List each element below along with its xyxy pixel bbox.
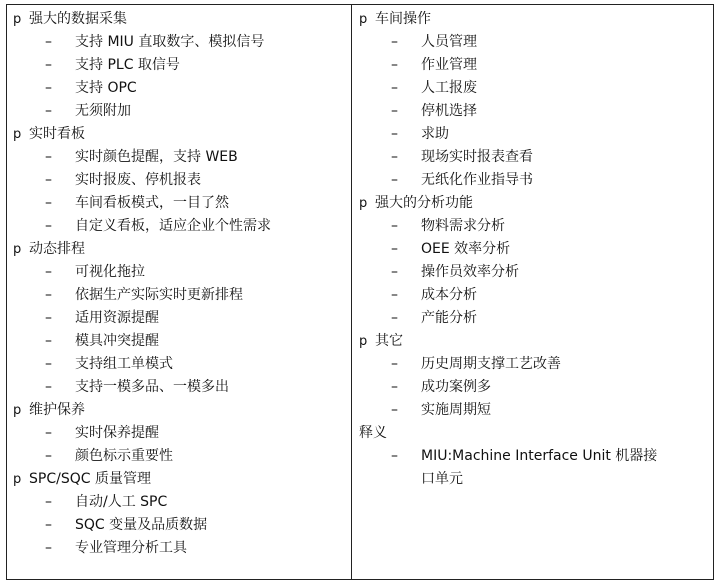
dash-marker: –	[391, 264, 398, 280]
section-title: 强大的分析功能	[375, 195, 473, 211]
list-item	[7, 146, 350, 169]
list-item-text: 可视化拖拉	[75, 264, 145, 280]
dash-marker: –	[391, 356, 398, 372]
section-title: 动态排程	[29, 241, 85, 257]
list-item	[353, 100, 713, 123]
list-item-text: 无纸化作业指导书	[421, 172, 533, 188]
list-item-text: 实施周期短	[421, 402, 491, 418]
list-item-text: 实时保养提醒	[75, 425, 159, 441]
dash-marker: –	[45, 333, 52, 349]
list-item	[353, 31, 713, 54]
list-item-text: 产能分析	[421, 310, 477, 326]
list-item-text: 操作员效率分析	[421, 264, 519, 280]
dash-marker: –	[45, 264, 52, 280]
list-item-text: 颜色标示重要性	[75, 448, 173, 464]
list-item	[7, 422, 350, 445]
dash-marker: –	[45, 57, 52, 73]
section-heading	[13, 468, 151, 491]
list-item	[353, 238, 713, 261]
bullet-marker: p	[359, 12, 368, 27]
dash-marker: –	[45, 218, 52, 234]
dash-marker: –	[391, 103, 398, 119]
dash-marker: –	[45, 195, 52, 211]
section-title: 维护保养	[29, 402, 85, 418]
dash-marker: –	[391, 287, 398, 303]
dash-marker: –	[45, 172, 52, 188]
list-item-text: 实时颜色提醒，支持 WEB	[75, 149, 238, 165]
dash-marker: –	[45, 149, 52, 165]
list-item	[353, 399, 713, 422]
section-title: 车间操作	[375, 11, 431, 27]
list-item-text: 成功案例多	[421, 379, 491, 395]
dash-marker: –	[45, 425, 52, 441]
dash-marker: –	[391, 448, 398, 464]
dash-marker: –	[45, 379, 52, 395]
list-item-text: 模具冲突提醒	[75, 333, 159, 349]
list-item	[353, 307, 713, 330]
section-title: SPC/SQC 质量管理	[29, 471, 151, 487]
list-item	[353, 261, 713, 284]
section-heading	[359, 192, 473, 215]
list-item	[7, 491, 350, 514]
dash-marker: –	[391, 57, 398, 73]
feature-table	[6, 4, 714, 580]
section-title: 其它	[375, 333, 403, 349]
list-item-text: 车间看板模式，一目了然	[75, 195, 229, 211]
bullet-marker: p	[359, 334, 368, 349]
list-item	[7, 54, 350, 77]
dash-marker: –	[391, 172, 398, 188]
list-item	[7, 445, 350, 468]
bullet-marker: p	[13, 242, 22, 257]
dash-marker: –	[45, 103, 52, 119]
dash-marker: –	[391, 126, 398, 142]
list-item-text: 适用资源提醒	[75, 310, 159, 326]
list-item	[353, 215, 713, 238]
list-item	[353, 123, 713, 146]
list-item	[7, 261, 350, 284]
list-item-text: 依据生产实际实时更新排程	[75, 287, 243, 303]
dash-marker: –	[391, 218, 398, 234]
list-item	[7, 330, 350, 353]
list-item-text: 物料需求分析	[421, 218, 505, 234]
list-item	[7, 77, 350, 100]
list-item-text: OEE 效率分析	[421, 241, 511, 257]
list-item	[7, 376, 350, 399]
dash-marker: –	[391, 310, 398, 326]
list-item	[7, 537, 350, 560]
list-item	[353, 353, 713, 376]
dash-marker: –	[45, 494, 52, 510]
list-item-text: 作业管理	[421, 57, 477, 73]
dash-marker: –	[391, 149, 398, 165]
dash-marker: –	[391, 34, 398, 50]
column-divider	[351, 5, 352, 579]
list-item	[7, 31, 350, 54]
list-item	[353, 54, 713, 77]
glossary-text: MIU:Machine Interface Unit 机器接	[421, 448, 658, 464]
list-item-text: 无须附加	[75, 103, 131, 119]
dash-marker: –	[391, 402, 398, 418]
glossary-heading: 释义	[359, 425, 387, 441]
section-heading	[13, 123, 85, 146]
list-item-text: 支持 PLC 取信号	[75, 57, 180, 73]
bullet-marker: p	[13, 127, 22, 142]
dash-marker: –	[391, 241, 398, 257]
list-item	[7, 284, 350, 307]
glossary-entry	[353, 445, 713, 468]
list-item-text: 支持一模多品、一模多出	[75, 379, 229, 395]
section-heading	[359, 330, 403, 353]
dash-marker: –	[45, 517, 52, 533]
list-item-text: 自动/人工 SPC	[75, 494, 168, 510]
dash-marker: –	[391, 80, 398, 96]
section-heading	[13, 238, 85, 261]
dash-marker: –	[45, 356, 52, 372]
list-item	[353, 169, 713, 192]
bullet-marker: p	[359, 196, 368, 211]
list-item	[353, 284, 713, 307]
dash-marker: –	[45, 80, 52, 96]
list-item-text: 实时报废、停机报表	[75, 172, 201, 188]
list-item-text: 支持 OPC	[75, 80, 137, 96]
list-item	[353, 376, 713, 399]
bullet-marker: p	[13, 403, 22, 418]
list-item	[353, 77, 713, 100]
list-item-text: 现场实时报表查看	[421, 149, 533, 165]
dash-marker: –	[45, 540, 52, 556]
list-item	[7, 169, 350, 192]
list-item-text: 停机选择	[421, 103, 477, 119]
list-item-text: 专业管理分析工具	[75, 540, 187, 556]
list-item-text: 人工报废	[421, 80, 477, 96]
list-item	[7, 514, 350, 537]
list-item	[7, 100, 350, 123]
list-item-text: 历史周期支撑工艺改善	[421, 356, 561, 372]
list-item-text: 人员管理	[421, 34, 477, 50]
section-heading	[359, 8, 431, 31]
dash-marker: –	[45, 310, 52, 326]
list-item	[353, 146, 713, 169]
list-item	[7, 307, 350, 330]
list-item	[7, 353, 350, 376]
bullet-marker: p	[13, 472, 22, 487]
list-item	[7, 215, 350, 238]
list-item-text: SQC 变量及品质数据	[75, 517, 208, 533]
section-heading	[13, 399, 85, 422]
section-heading	[13, 8, 127, 31]
section-title: 强大的数据采集	[29, 11, 127, 27]
bullet-marker: p	[13, 12, 22, 27]
dash-marker: –	[391, 379, 398, 395]
list-item-text: 支持组工单模式	[75, 356, 173, 372]
list-item-text: 自定义看板，适应企业个性需求	[75, 218, 271, 234]
dash-marker: –	[45, 287, 52, 303]
list-item-text: 求助	[421, 126, 449, 142]
dash-marker: –	[45, 34, 52, 50]
dash-marker: –	[45, 448, 52, 464]
section-title: 实时看板	[29, 126, 85, 142]
list-item-text: 支持 MIU 直取数字、模拟信号	[75, 34, 265, 50]
list-item	[7, 192, 350, 215]
list-item-text: 成本分析	[421, 287, 477, 303]
glossary-text-continued: 口单元	[421, 471, 463, 487]
